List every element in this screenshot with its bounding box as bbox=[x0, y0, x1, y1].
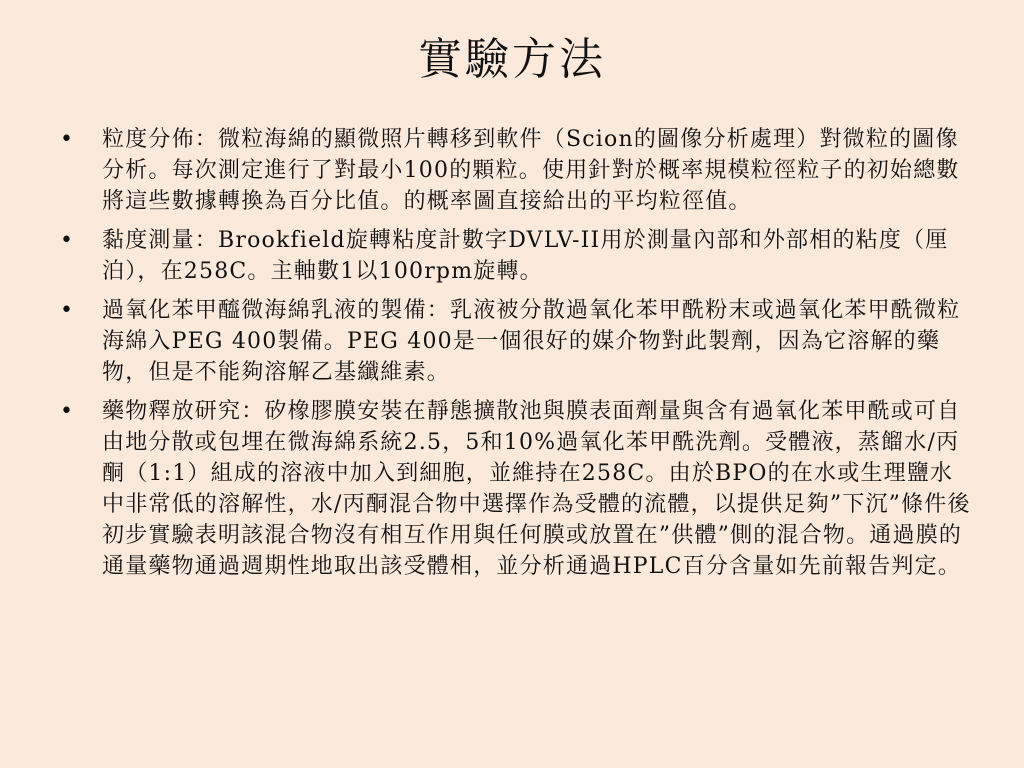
bullet-item-drug-release bbox=[60, 396, 975, 582]
bullet-dot-icon: • bbox=[60, 298, 75, 323]
bullet-text: 藥物釋放研究：矽橡膠膜安裝在靜態擴散池與膜表面劑量與含有過氧化苯甲酰或可自由地分散或包埋在微海綿系統2.5，5和10%過氧化苯甲酰洗劑。受體液，蒸餾水/丙酮（1:1）組成的溶液中加入到細胞，並維持在258C。由於BPO的在水或生理鹽水中非常低的溶解性，水/丙酮混合物中選擇作為受體的流體，以提供足夠”下沉”條件後初步實驗表明該混合物沒有相互作用與任何膜或放置在”供體”側的混合物。通過膜的通量藥物通過週期性地取出該受體相，並分析通過HPLC百分含量如先前報告判定。 bbox=[102, 399, 971, 579]
bullet-dot-icon: • bbox=[60, 228, 75, 253]
bullet-text: 黏度測量：Brookfield旋轉粘度計數字DVLV-II用於測量內部和外部相的粘度（厘泊），在258C。主軸數1以100rpm旋轉。 bbox=[102, 228, 949, 284]
bullet-text: 過氧化苯甲醯微海綿乳液的製備：乳液被分散過氧化苯甲酰粉末或過氧化苯甲酰微粒海綿入PEG 400製備。PEG 400是一個很好的媒介物對此製劑，因為它溶解的藥物，但是不能夠溶解乙基纖維素。 bbox=[102, 298, 961, 385]
bullet-text: 粒度分佈：微粒海綿的顯微照片轉移到軟件（Scion的圖像分析處理）對微粒的圖像分析。每次測定進行了對最小100的顆粒。使用針對於概率規模粒徑粒子的初始總數將這些數據轉換為百分比值。的概率圖直接給出的平均粒徑值。 bbox=[102, 127, 960, 214]
bullet-item-emulsion-prep bbox=[60, 295, 975, 388]
bullet-item-particle-size bbox=[60, 124, 975, 217]
bullet-item-viscosity bbox=[60, 225, 975, 287]
bullet-list bbox=[60, 124, 975, 590]
bullet-dot-icon: • bbox=[60, 399, 75, 424]
slide-title: 實驗方法 bbox=[418, 34, 606, 85]
bullet-dot-icon: • bbox=[60, 127, 75, 152]
